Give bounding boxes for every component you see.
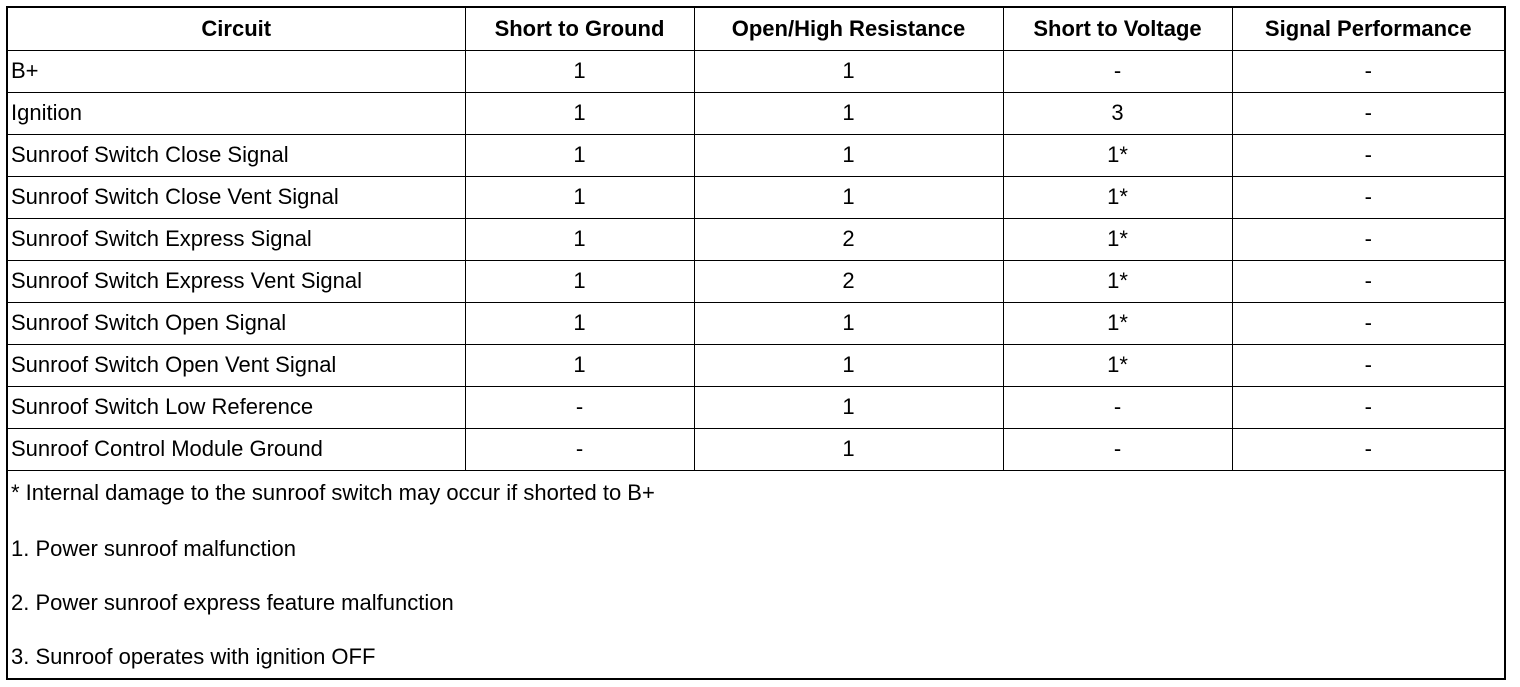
cell-short-to-ground: 1 (465, 218, 694, 260)
cell-open-high-resistance: 2 (694, 260, 1003, 302)
cell-short-to-voltage: 1* (1003, 302, 1232, 344)
cell-circuit: Sunroof Switch Open Vent Signal (8, 344, 465, 386)
cell-short-to-ground: 1 (465, 134, 694, 176)
cell-circuit: Sunroof Switch Express Vent Signal (8, 260, 465, 302)
cell-short-to-ground: - (465, 386, 694, 428)
cell-circuit: Ignition (8, 92, 465, 134)
cell-short-to-voltage: - (1003, 386, 1232, 428)
header-circuit: Circuit (8, 8, 465, 50)
header-short-to-voltage: Short to Voltage (1003, 8, 1232, 50)
cell-open-high-resistance: 1 (694, 134, 1003, 176)
cell-short-to-ground: 1 (465, 260, 694, 302)
cell-signal-performance: - (1232, 386, 1504, 428)
cell-open-high-resistance: 1 (694, 386, 1003, 428)
table-row (8, 50, 1504, 92)
cell-circuit: Sunroof Switch Open Signal (8, 302, 465, 344)
cell-open-high-resistance: 1 (694, 92, 1003, 134)
cell-open-high-resistance: 1 (694, 176, 1003, 218)
cell-signal-performance: - (1232, 302, 1504, 344)
cell-signal-performance: - (1232, 92, 1504, 134)
cell-signal-performance: - (1232, 344, 1504, 386)
cell-circuit: B+ (8, 50, 465, 92)
note-1: 1. Power sunroof malfunction (11, 535, 296, 561)
cell-short-to-voltage: 1* (1003, 218, 1232, 260)
cell-short-to-voltage: - (1003, 428, 1232, 470)
table-row (8, 386, 1504, 428)
cell-open-high-resistance: 1 (694, 428, 1003, 470)
table-row (8, 176, 1504, 218)
cell-open-high-resistance: 2 (694, 218, 1003, 260)
cell-short-to-ground: 1 (465, 176, 694, 218)
cell-circuit: Sunroof Switch Close Vent Signal (8, 176, 465, 218)
table-row (8, 134, 1504, 176)
cell-short-to-voltage: 1* (1003, 344, 1232, 386)
cell-signal-performance: - (1232, 428, 1504, 470)
cell-short-to-ground: 1 (465, 50, 694, 92)
cell-signal-performance: - (1232, 260, 1504, 302)
cell-short-to-ground: - (465, 428, 694, 470)
cell-circuit: Sunroof Switch Low Reference (8, 386, 465, 428)
cell-signal-performance: - (1232, 218, 1504, 260)
note-3: 3. Sunroof operates with ignition OFF (11, 643, 376, 669)
header-open-high-resistance: Open/High Resistance (694, 8, 1003, 50)
note-2: 2. Power sunroof express feature malfunction (11, 589, 454, 615)
table-row (8, 428, 1504, 470)
table-row (8, 218, 1504, 260)
cell-signal-performance: - (1232, 50, 1504, 92)
cell-short-to-voltage: 1* (1003, 176, 1232, 218)
cell-short-to-ground: 1 (465, 92, 694, 134)
cell-circuit: Sunroof Switch Express Signal (8, 218, 465, 260)
cell-open-high-resistance: 1 (694, 302, 1003, 344)
diagnostic-table-frame (6, 6, 1506, 680)
cell-signal-performance: - (1232, 134, 1504, 176)
table-row (8, 302, 1504, 344)
header-signal-performance: Signal Performance (1232, 8, 1504, 50)
cell-open-high-resistance: 1 (694, 344, 1003, 386)
header-row (8, 8, 1504, 50)
note-asterisk: * Internal damage to the sunroof switch may occur if shorted to B+ (11, 479, 655, 505)
cell-short-to-voltage: 1* (1003, 260, 1232, 302)
cell-circuit: Sunroof Switch Close Signal (8, 134, 465, 176)
header-short-to-ground: Short to Ground (465, 8, 694, 50)
cell-signal-performance: - (1232, 176, 1504, 218)
cell-short-to-voltage: 3 (1003, 92, 1232, 134)
cell-short-to-voltage: - (1003, 50, 1232, 92)
cell-circuit: Sunroof Control Module Ground (8, 428, 465, 470)
circuit-fault-table (8, 8, 1504, 471)
cell-short-to-voltage: 1* (1003, 134, 1232, 176)
cell-short-to-ground: 1 (465, 302, 694, 344)
cell-open-high-resistance: 1 (694, 50, 1003, 92)
cell-short-to-ground: 1 (465, 344, 694, 386)
table-row (8, 344, 1504, 386)
table-row (8, 260, 1504, 302)
notes-section (8, 471, 1504, 687)
table-row (8, 92, 1504, 134)
